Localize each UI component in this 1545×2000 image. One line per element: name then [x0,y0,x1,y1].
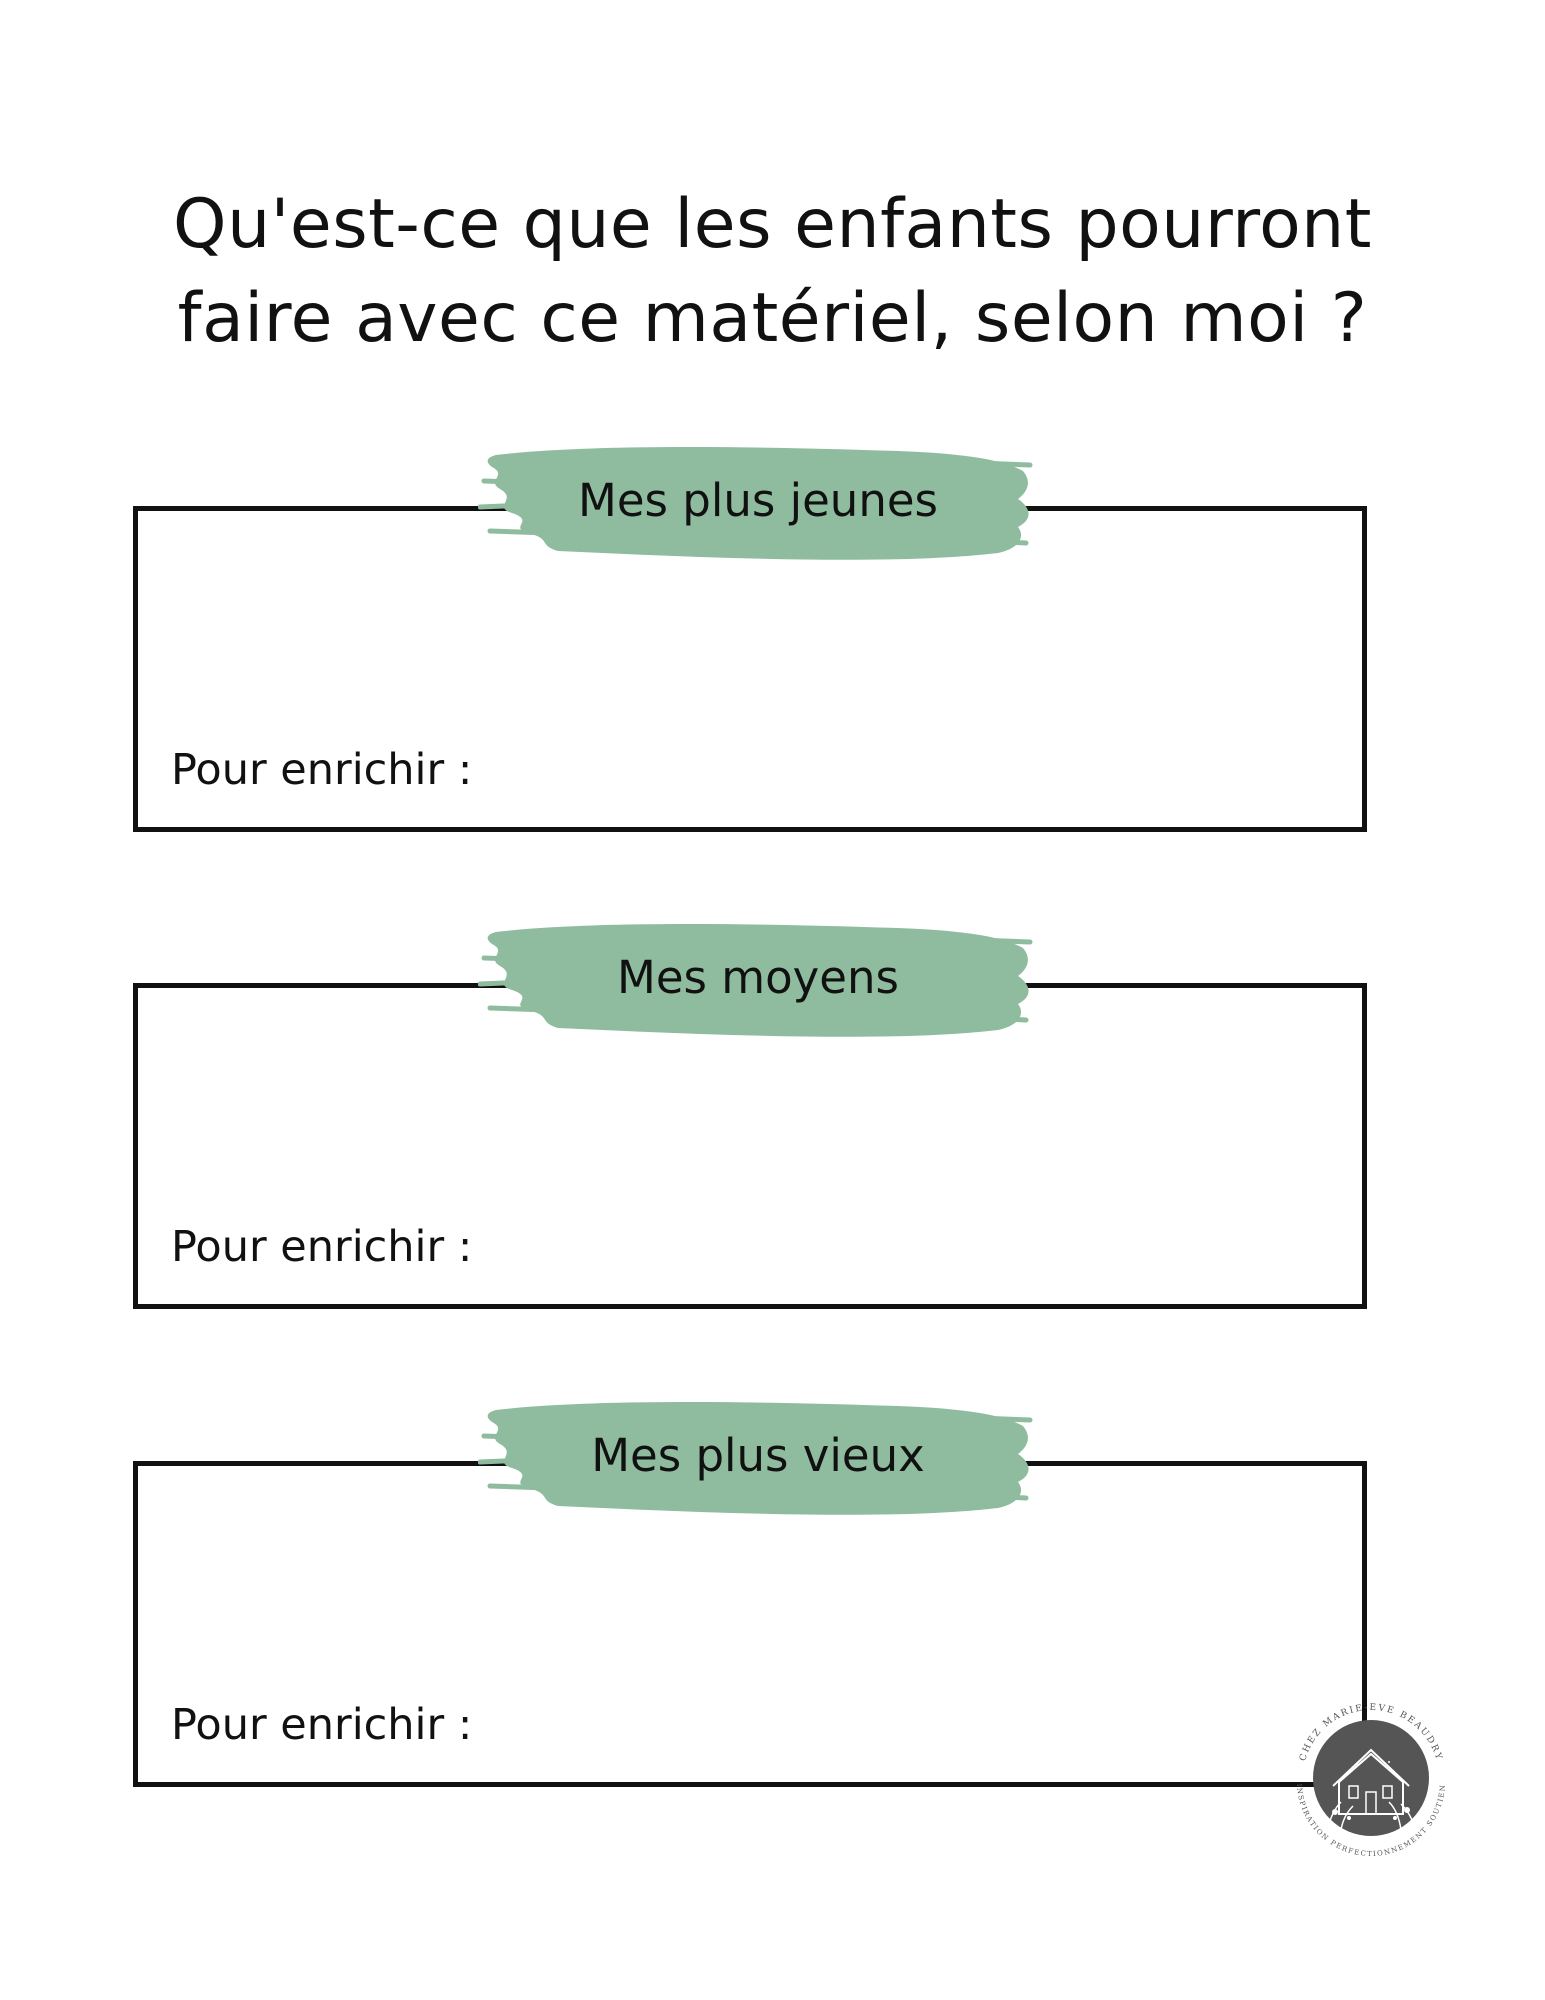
section-youngest [133,474,1367,832]
page-title-line-2: faire avec ce matériel, selon moi ? [177,279,1368,358]
section-heading: Mes moyens [617,951,899,1004]
enrich-label: Pour enrichir : [171,1222,473,1272]
section-heading-banner [478,1396,1038,1524]
page-title-line-1: Qu'est-ce que les enfants pourront [173,185,1372,264]
brand-seal-logo [1283,1690,1459,1866]
section-heading-banner [478,918,1038,1046]
section-oldest [133,1429,1367,1787]
section-heading-banner [478,441,1038,569]
enrich-label: Pour enrichir : [171,1700,473,1750]
house-logo-icon [1283,1690,1459,1866]
page-title [0,178,1545,366]
section-heading: Mes plus jeunes [578,474,938,527]
section-heading: Mes plus vieux [591,1429,925,1482]
seal-top-text: CHEZ MARIE-EVE BEAUDRY [1298,1702,1444,1763]
seal-bottom-text: INSPIRATION PERFECTIONNEMENT SOUTIEN [1294,1783,1448,1859]
section-middle [133,951,1367,1309]
enrich-label: Pour enrichir : [171,745,473,795]
